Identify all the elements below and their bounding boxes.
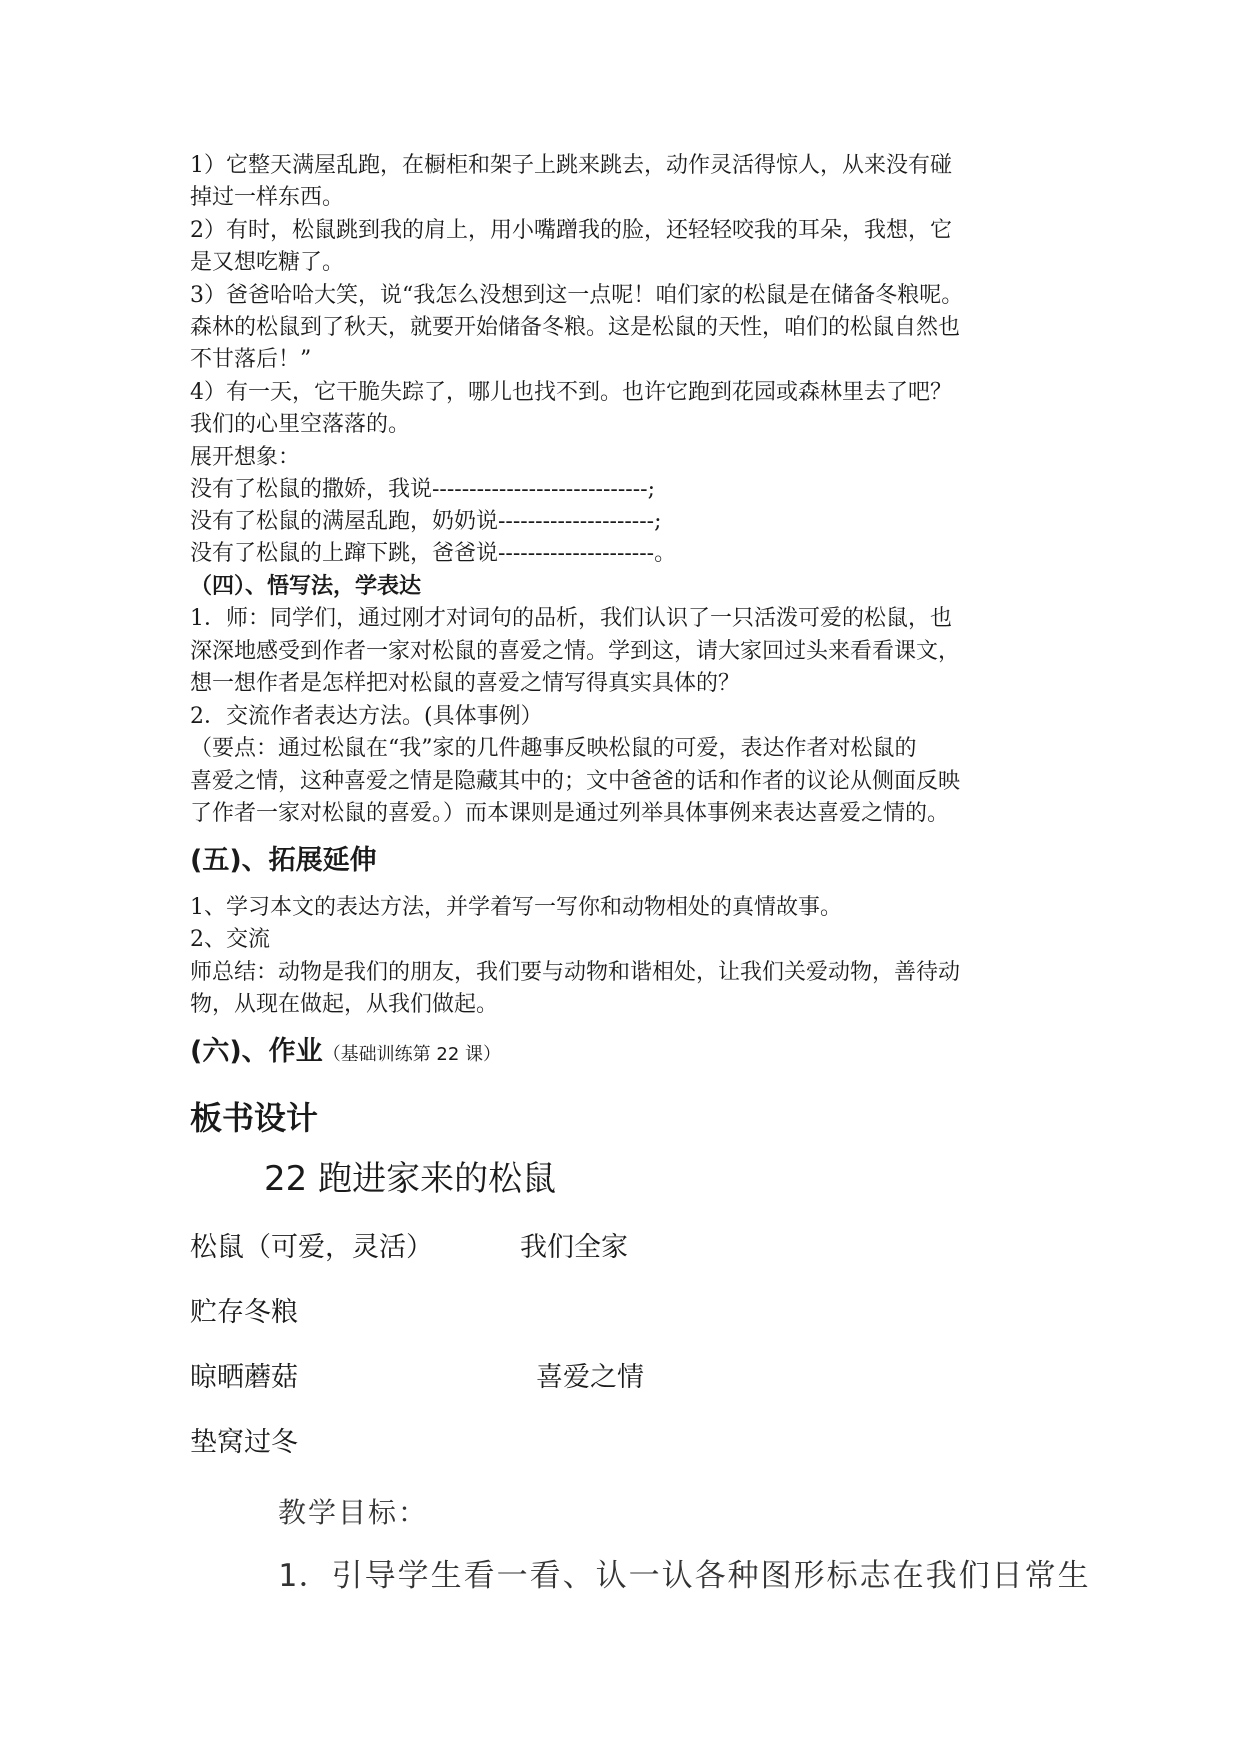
imagine-label: 展开想象：	[190, 445, 301, 470]
paragraph-line: 3）爸爸哈哈大笑，说“我怎么没想到这一点呢！咱们家的松鼠是在储备冬粮呢。	[190, 283, 964, 308]
paragraph-line: 想一想作者是怎样把对松鼠的喜爱之情写得真实具体的？	[190, 671, 741, 696]
paragraph-line: 掉过一样东西。	[190, 185, 345, 210]
homework-note: （基础训练第 22 课）	[322, 1044, 502, 1065]
paragraph-line: 是又想吃糖了。	[190, 250, 345, 275]
paragraph-line: 我们的心里空落落的。	[190, 412, 411, 437]
section-5-heading: (五)、拓展延伸	[190, 845, 377, 876]
paragraph-line: 深深地感受到作者一家对松鼠的喜爱之情。学到这，请大家回过头来看看课文，	[190, 639, 961, 664]
imagine-line: 没有了松鼠的上蹿下跳，爸爸说---------------------。	[190, 541, 677, 566]
paragraph-line: 2、交流	[190, 927, 270, 952]
paragraph-line: 了作者一家对松鼠的喜爱。）而本课则是通过列举具体事例来表达喜爱之情的。	[190, 801, 950, 826]
section-6-title: (六)、作业	[190, 1036, 323, 1067]
board-row-1-left: 松鼠（可爱，灵活）	[190, 1232, 433, 1263]
board-row-4: 垫窝过冬	[190, 1427, 298, 1458]
board-row-3-right: 喜爱之情	[536, 1362, 644, 1393]
paragraph-line: 喜爱之情，这种喜爱之情是隐藏其中的；文中爸爸的话和作者的议论从侧面反映	[190, 769, 961, 794]
section-4-heading: （四）、悟写法，学表达	[190, 574, 422, 599]
paragraph-line: 1）它整天满屋乱跑，在橱柜和架子上跳来跳去，动作灵活得惊人，从来没有碰	[190, 153, 952, 178]
board-row-3-left: 晾晒蘑菇	[190, 1362, 298, 1393]
goal-1: 1．引导学生看一看、认一认各种图形标志在我们日常生	[278, 1558, 1091, 1594]
paragraph-line: 2．交流作者表达方法。(具体事例）	[190, 704, 543, 729]
paragraph-line: 森林的松鼠到了秋天，就要开始储备冬粮。这是松鼠的天性，咱们的松鼠自然也	[190, 315, 961, 340]
imagine-line: 没有了松鼠的撒娇，我说-----------------------------;	[190, 477, 655, 502]
paragraph-line: 不甘落后！”	[190, 347, 312, 372]
paragraph-line: 1．师：同学们，通过刚才对词句的品析，我们认识了一只活泼可爱的松鼠，也	[190, 606, 952, 631]
section-6-heading	[190, 1037, 501, 1070]
paragraph-line: 2）有时，松鼠跳到我的肩上，用小嘴蹭我的脸，还轻轻咬我的耳朵，我想，它	[190, 218, 952, 243]
board-title: 22 跑进家来的松鼠	[264, 1159, 557, 1199]
paragraph-line: 1、学习本文的表达方法，并学着写一写你和动物相处的真情故事。	[190, 895, 842, 920]
board-row-2: 贮存冬粮	[190, 1297, 298, 1328]
paragraph-line: 师总结：动物是我们的朋友，我们要与动物和谐相处，让我们关爱动物，善待动	[190, 960, 961, 985]
board-design-heading: 板书设计	[190, 1099, 319, 1137]
board-row-1-right: 我们全家	[520, 1232, 628, 1263]
imagine-line: 没有了松鼠的满屋乱跑，奶奶说---------------------;	[190, 509, 662, 534]
paragraph-line: 物，从现在做起，从我们做起。	[190, 992, 499, 1017]
paragraph-line: 4）有一天，它干脆失踪了，哪儿也找不到。也许它跑到花园或森林里去了吧？	[190, 380, 952, 405]
paragraph-line: （要点：通过松鼠在“我”家的几件趣事反映松鼠的可爱，表达作者对松鼠的	[190, 736, 917, 761]
goals-heading: 教学目标：	[278, 1496, 429, 1529]
